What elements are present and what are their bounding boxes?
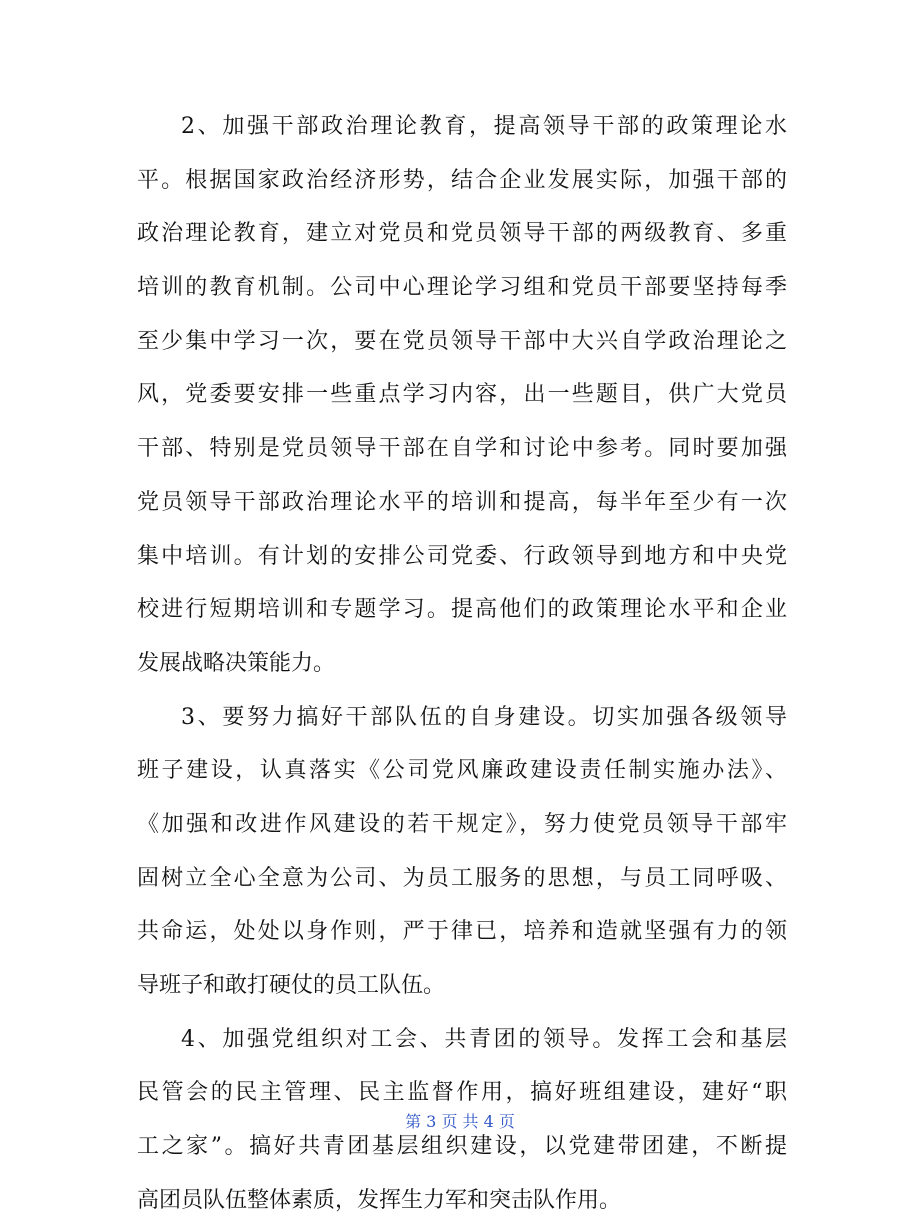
paragraph-3-line-6: 导班子和敢打硬仗的员工队伍。	[137, 973, 446, 998]
paragraph-3-line-2: 班子建设，认真落实《公司党风廉政建设责任制实施办法》、	[137, 758, 787, 784]
document-body	[137, 100, 787, 1227]
paragraph-2-line-5: 至少集中学习一次，要在党员领导干部中大兴自学政治理论之	[137, 328, 787, 354]
paragraph-4-line-2: 民管会的民主管理、民主监督作用，搞好班组建设，建好“职	[137, 1080, 787, 1106]
paragraph-2-line-8: 党员领导干部政治理论水平的培训和提高，每半年至少有一次	[137, 489, 787, 515]
paragraph-2-line-3: 政治理论教育，建立对党员和党员领导干部的两级教育、多重	[137, 221, 787, 247]
paragraph-3-line-4: 固树立全心全意为公司、为员工服务的思想，与员工同呼吸、	[137, 865, 787, 891]
paragraph-2-line-6: 风，党委要安排一些重点学习内容，出一些题目，供广大党员	[137, 382, 787, 408]
paragraph-2-line-9: 集中培训。有计划的安排公司党委、行政领导到地方和中央党	[137, 543, 787, 569]
paragraph-2-line-7: 干部、特别是党员领导干部在自学和讨论中参考。同时要加强	[137, 436, 787, 462]
paragraph-4-line-3: 工之家”。搞好共青团基层组织建设，以党建带团建，不断提	[137, 1134, 787, 1160]
paragraph-3-line-5: 共命运，处处以身作则，严于律已，培养和造就坚强有力的领	[137, 919, 787, 945]
paragraph-2-line-2: 平。根据国家政治经济形势，结合企业发展实际，加强干部的	[137, 167, 787, 193]
paragraph-2-line-1: 2、加强干部政治理论教育，提高领导干部的政策理论水	[181, 114, 787, 139]
paragraph-4-line-1: 4、加强党组织对工会、共青团的领导。发挥工会和基层	[181, 1026, 787, 1052]
page-indicator: 第 3 页 共 4 页	[405, 1112, 515, 1131]
paragraph-2-line-11: 发展战略决策能力。	[137, 650, 336, 676]
paragraph-4-line-4: 高团员队伍整体素质，发挥生力军和突击队作用。	[137, 1187, 622, 1213]
paragraph-3-line-1: 3、要努力搞好干部队伍的自身建设。切实加强各级领导	[181, 704, 787, 730]
paragraph-3-line-3: 《加强和改进作风建设的若干规定》，努力使党员领导干部牢	[137, 811, 787, 837]
paragraph-2-line-10: 校进行短期培训和专题学习。提高他们的政策理论水平和企业	[137, 597, 787, 623]
paragraph-2-line-4: 培训的教育机制。公司中心理论学习组和党员干部要坚持每季	[137, 275, 787, 301]
